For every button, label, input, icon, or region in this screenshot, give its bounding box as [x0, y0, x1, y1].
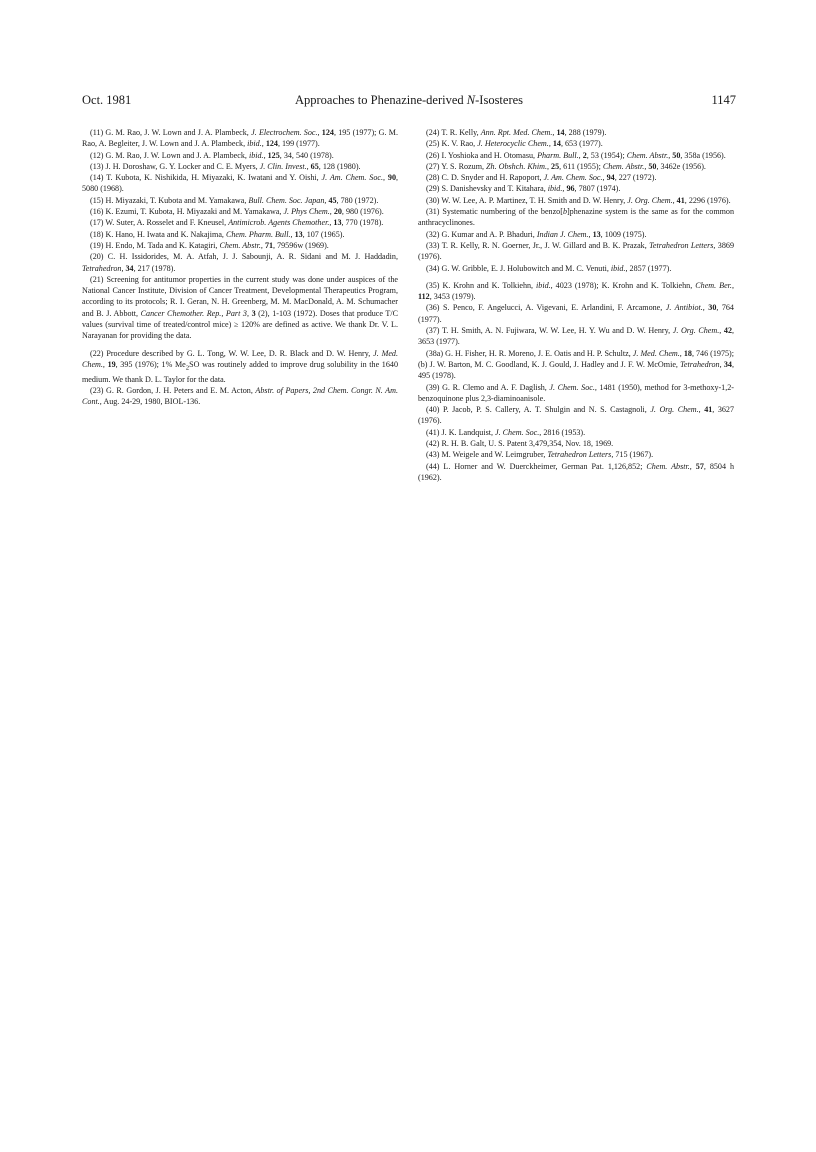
- references-left-column: [82, 127, 398, 408]
- running-header: [82, 93, 736, 111]
- reference-ref-12: (12) G. M. Rao, J. W. Lown and J. A. Plambeck, ibid., 125, 34, 540 (1978).: [90, 150, 334, 160]
- reference-ref-31: (31) Systematic numbering of the benzo[b]phenazine system is the same as for the common anthracyclinones.: [418, 207, 735, 228]
- reference-ref-24: (24) T. R. Kelly, Ann. Rpt. Med. Chem., 14, 288 (1979).: [426, 128, 607, 137]
- reference-ref-32: (32) G. Kumar and A. P. Bhaduri, Indian J. Chem., 13, 1009 (1975).: [426, 229, 647, 239]
- reference-ref-33: (33) T. R. Kelly, R. N. Goerner, Jr., J. W. Gillard and B. K. Prazak, Tetrahedron Letters, 3869 (1976).: [418, 240, 734, 262]
- reference-ref-39: (39) G. R. Clemo and A. F. Daglish, J. Chem. Soc., 1481 (1950), method for 3-methoxy-1,2-benzoquinone plus 2,3-diaminoanisole.: [418, 382, 734, 403]
- reference-ref-42: (42) R. H. B. Galt, U. S. Patent 3,479,354, Nov. 18, 1969.: [426, 439, 614, 449]
- reference-ref-38: (38a) G. H. Fisher, H. R. Moreno, J. E. Oatis and H. P. Schultz, J. Med. Chem., 18, 746 (1975); (b) J. W. Barton, M. C. Goodland, K. J. Gould, J. Hadley and J. F. W. McOmie, Tetrahedron, 34, 495 (1978).: [418, 348, 734, 381]
- reference-ref-22: (22) Procedure described by G. L. Tong, W. W. Lee, D. R. Black and D. W. Henry, J. Med. Chem., 19, 395 (1976); 1% $Me_2SO$ was routinely added to improve drug solubility in the 1640 medium. We thank D. L. Taylor for the data.: [82, 348, 399, 384]
- reference-ref-16: (16) K. Ezumi, T. Kubota, H. Miyazaki and M. Yamakawa, J. Phys Chem., 20, 980 (1976).: [90, 207, 384, 217]
- reference-ref-17: (17) W. Suter, A. Rosselet and F. Kneusel, Antimicrob. Agents Chemother., 13, 770 (1978).: [90, 218, 384, 228]
- page-number: 1147: [711, 93, 736, 107]
- reference-ref-41: (41) J. K. Landquist, J. Chem. Soc., 2816 (1953).: [426, 427, 586, 437]
- reference-ref-44: (44) L. Horner and W. Duerckheimer, German Pat. 1,126,852; Chem. Abstr., 57, 8504 h (1962).: [418, 461, 735, 482]
- reference-ref-18: (18) K. Hano, H. Iwata and K. Nakajima, Chem. Pharm. Bull., 13, 107 (1965).: [90, 229, 345, 239]
- reference-ref-19: (19) H. Endo, M. Tada and K. Katagiri, Chem. Abstr., 71, 79596w (1969).: [90, 240, 329, 250]
- issue-date: Oct. 1981: [82, 93, 132, 107]
- reference-ref-37: (37) T. H. Smith, A. N. Fujiwara, W. W. Lee, H. Y. Wu and D. W. Henry, J. Org. Chem., 42, 3653 (1977).: [418, 326, 735, 347]
- reference-ref-29: (29) S. Danishevsky and T. Kitahara, ibid., 96, 7807 (1974).: [426, 184, 621, 194]
- reference-ref-15: (15) H. Miyazaki, T. Kubota and M. Yamakawa, Bull. Chem. Soc. Japan, 45, 780 (1972).: [90, 195, 379, 205]
- references-right-column: [418, 127, 734, 483]
- reference-ref-35: (35) K. Krohn and K. Tolkiehn, ibid., 4023 (1978); K. Krohn and K. Tolkiehn, Chem. Ber., 112, 3453 (1979).: [418, 280, 734, 302]
- reference-ref-40: (40) P. Jacob, P. S. Callery, A. T. Shulgin and N. S. Castagnoli, J. Org. Chem., 41, 3627 (1976).: [418, 405, 735, 426]
- reference-ref-14: (14) T. Kubota, K. Nishikida, H. Miyazaki, K. Iwatani and Y. Oishi, J. Am. Chem. Soc., 90, 5080 (1968).: [82, 173, 399, 194]
- reference-ref-27: (27) Y. S. Rozum, Zh. Obshch. Khim., 25, 611 (1955); Chem. Abstr., 50, 3462e (1956).: [426, 161, 706, 171]
- reference-ref-36: (36) S. Penco, F. Angelucci, A. Vigevani, E. Arlandini, F. Arcamone, J. Antibiot., 30, 764 (1977).: [418, 303, 734, 324]
- reference-ref-11: (11) G. M. Rao, J. W. Lown and J. A. Plambeck, J. Electrochem. Soc., 124, 195 (1977); G. M. Rao, A. Begleiter, J. W. Lown and J. A. Plambeck, ibid., 124, 199 (1977).: [82, 128, 398, 149]
- reference-ref-34: (34) G. W. Gribble, E. J. Holubowitch and M. C. Venuti, ibid., 2857 (1977).: [426, 263, 672, 273]
- reference-ref-26: (26) I. Yoshioka and H. Otomasu, Pharm. Bull., 2, 53 (1954); Chem. Abstr., 50, 358a (1956).: [426, 150, 726, 160]
- reference-ref-30: (30) W. W. Lee, A. P. Martinez, T. H. Smith and D. W. Henry, J. Org. Chem., 41, 2296 (1976).: [426, 195, 731, 205]
- reference-ref-21: (21) Screening for antitumor properties in the current study was done under auspices of the National Cancer Institute, Division of Cancer Treatment, Developmental Therapeutics Program, according to its protocols; R. I. Geran, N. H. Greenberg, M. M. MacDonald, A. M. Schumacher and B. J. Abbott, Cancer Chemother. Rep., Part 3, 3 (2), 1-103 (1972). Doses that produce T/C values (survival time of treated/control mice) ≥ 120% are defined as active. We thank Dr. V. L. Narayanan for providing the data.: [82, 274, 399, 341]
- reference-ref-28: (28) C. D. Snyder and H. Rapoport, J. Am. Chem. Soc., 94, 227 (1972).: [426, 173, 657, 183]
- reference-ref-43: (43) M. Weigele and W. Leimgruber, Tetrahedron Letters, 715 (1967).: [426, 450, 654, 460]
- reference-ref-13: (13) J. H. Doroshaw, G. Y. Locker and C. E. Myers, J. Clin. Invest., 65, 128 (1980).: [90, 161, 361, 171]
- reference-ref-25: (25) K. V. Rao, J. Heterocyclic Chem., 14, 653 (1977).: [426, 139, 603, 149]
- reference-ref-20: (20) C. H. Issidorides, M. A. Atfah, J. J. Sabounji, A. R. Sidani and M. J. Haddadin, Tetrahedron, 34, 217 (1978).: [82, 252, 398, 273]
- reference-ref-23: (23) G. R. Gordon, J. H. Peters and E. M. Acton, Abstr. of Papers, 2nd Chem. Congr. N. Am. Cont., Aug. 24-29, 1980, BIOL-136.: [82, 386, 398, 407]
- running-title: Approaches to Phenazine-derived N-Isosteres: [294, 93, 524, 107]
